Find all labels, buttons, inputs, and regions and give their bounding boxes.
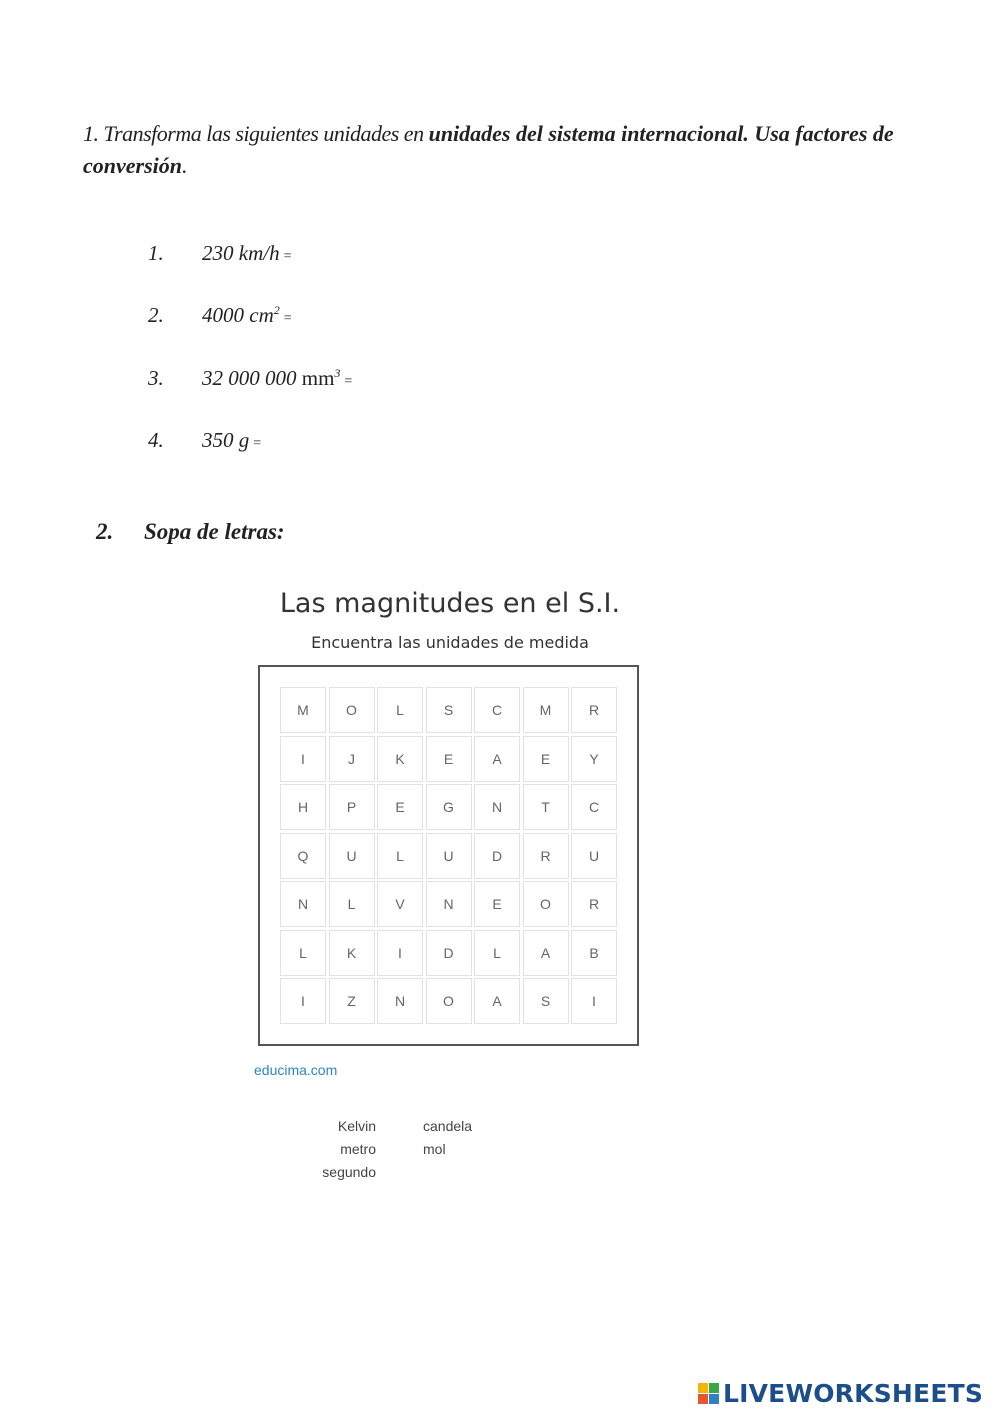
letter-cell[interactable]: L	[474, 930, 520, 976]
letter-cell[interactable]: R	[523, 833, 569, 879]
letter-cell[interactable]: A	[523, 930, 569, 976]
word-item: candela	[423, 1118, 473, 1134]
word-search-grid	[280, 687, 617, 1024]
letter-cell[interactable]: L	[377, 687, 423, 733]
letter-cell[interactable]: Q	[280, 833, 326, 879]
letter-cell[interactable]: E	[426, 736, 472, 782]
item-exponent: 2	[273, 303, 280, 317]
letter-cell[interactable]: K	[329, 930, 375, 976]
letter-cell[interactable]: U	[329, 833, 375, 879]
letter-cell[interactable]: U	[571, 833, 617, 879]
letter-cell[interactable]: M	[280, 687, 326, 733]
item-value: 350 g	[202, 428, 250, 452]
letter-cell[interactable]: B	[571, 930, 617, 976]
equals-sign: =	[283, 311, 292, 326]
letter-cell[interactable]: V	[377, 881, 423, 927]
letter-cell[interactable]: O	[523, 881, 569, 927]
item-value: 230 km/h	[202, 241, 280, 265]
letter-cell[interactable]: I	[280, 978, 326, 1024]
item-value: 4000 cm	[202, 303, 274, 327]
item-number: 1.	[148, 241, 164, 265]
section-2-heading	[96, 519, 285, 545]
word-item: mol	[423, 1141, 446, 1157]
letter-cell[interactable]: A	[474, 978, 520, 1024]
letter-cell[interactable]: E	[474, 881, 520, 927]
liveworksheets-logo	[698, 1378, 983, 1408]
credit-link[interactable]: educima.com	[254, 1062, 338, 1078]
logo-badge-icon	[698, 1383, 719, 1404]
word-item: segundo	[322, 1164, 376, 1180]
letter-cell[interactable]: T	[523, 784, 569, 830]
letter-cell[interactable]: L	[377, 833, 423, 879]
letter-cell[interactable]: M	[523, 687, 569, 733]
letter-cell[interactable]: C	[571, 784, 617, 830]
logo-badge-square	[698, 1394, 708, 1404]
item-unit: mm	[301, 366, 335, 390]
item-exponent: 3	[334, 366, 341, 380]
equals-sign: =	[253, 436, 262, 451]
conversion-item-4	[148, 428, 261, 453]
letter-cell[interactable]: L	[280, 930, 326, 976]
logo-text: LIVEWORKSHEETS	[723, 1378, 984, 1408]
letter-cell[interactable]: N	[377, 978, 423, 1024]
letter-cell[interactable]: I	[571, 978, 617, 1024]
letter-cell[interactable]: Z	[329, 978, 375, 1024]
item-number: 2.	[148, 303, 164, 327]
puzzle-subtitle: Encuentra las unidades de medida	[311, 633, 589, 652]
item-number: 3.	[148, 366, 164, 390]
letter-cell[interactable]: P	[329, 784, 375, 830]
letter-cell[interactable]: E	[377, 784, 423, 830]
logo-badge-square	[698, 1383, 708, 1393]
puzzle-title: Las magnitudes en el S.I.	[279, 588, 621, 619]
word-list-right	[423, 1115, 472, 1161]
logo-badge-square	[709, 1383, 719, 1393]
letter-cell[interactable]: S	[523, 978, 569, 1024]
letter-cell[interactable]: G	[426, 784, 472, 830]
letter-cell[interactable]: R	[571, 881, 617, 927]
instruction-paragraph	[83, 118, 943, 182]
conversion-item-3	[148, 366, 352, 391]
item-value: 32 000 000	[202, 366, 302, 390]
letter-cell[interactable]: Y	[571, 736, 617, 782]
instruction-bold: unidades del sistema internacional. Usa factores de conversión	[83, 121, 894, 178]
word-item: metro	[340, 1141, 376, 1157]
section-title: Sopa de letras:	[144, 519, 285, 544]
letter-cell[interactable]: N	[426, 881, 472, 927]
letter-cell[interactable]: J	[329, 736, 375, 782]
letter-cell[interactable]: K	[377, 736, 423, 782]
letter-cell[interactable]: N	[280, 881, 326, 927]
instruction-suffix: .	[182, 153, 188, 178]
item-number: 4.	[148, 428, 164, 452]
letter-cell[interactable]: H	[280, 784, 326, 830]
instruction-prefix: 1. Transforma las siguientes unidades en	[83, 121, 429, 146]
letter-cell[interactable]: A	[474, 736, 520, 782]
letter-cell[interactable]: U	[426, 833, 472, 879]
logo-badge-square	[709, 1394, 719, 1404]
equals-sign: =	[283, 249, 292, 264]
letter-cell[interactable]: S	[426, 687, 472, 733]
word-item: Kelvin	[337, 1118, 376, 1134]
letter-cell[interactable]: N	[474, 784, 520, 830]
equals-sign: =	[344, 374, 353, 389]
letter-cell[interactable]: L	[329, 881, 375, 927]
word-list-left	[300, 1115, 376, 1184]
letter-cell[interactable]: I	[280, 736, 326, 782]
letter-cell[interactable]: I	[377, 930, 423, 976]
letter-cell[interactable]: D	[426, 930, 472, 976]
word-search-frame	[258, 665, 639, 1046]
letter-cell[interactable]: R	[571, 687, 617, 733]
conversion-item-2	[148, 303, 292, 328]
conversion-item-1	[148, 241, 291, 266]
letter-cell[interactable]: O	[426, 978, 472, 1024]
letter-cell[interactable]: D	[474, 833, 520, 879]
section-number: 2.	[96, 519, 114, 544]
letter-cell[interactable]: E	[523, 736, 569, 782]
letter-cell[interactable]: C	[474, 687, 520, 733]
letter-cell[interactable]: O	[329, 687, 375, 733]
